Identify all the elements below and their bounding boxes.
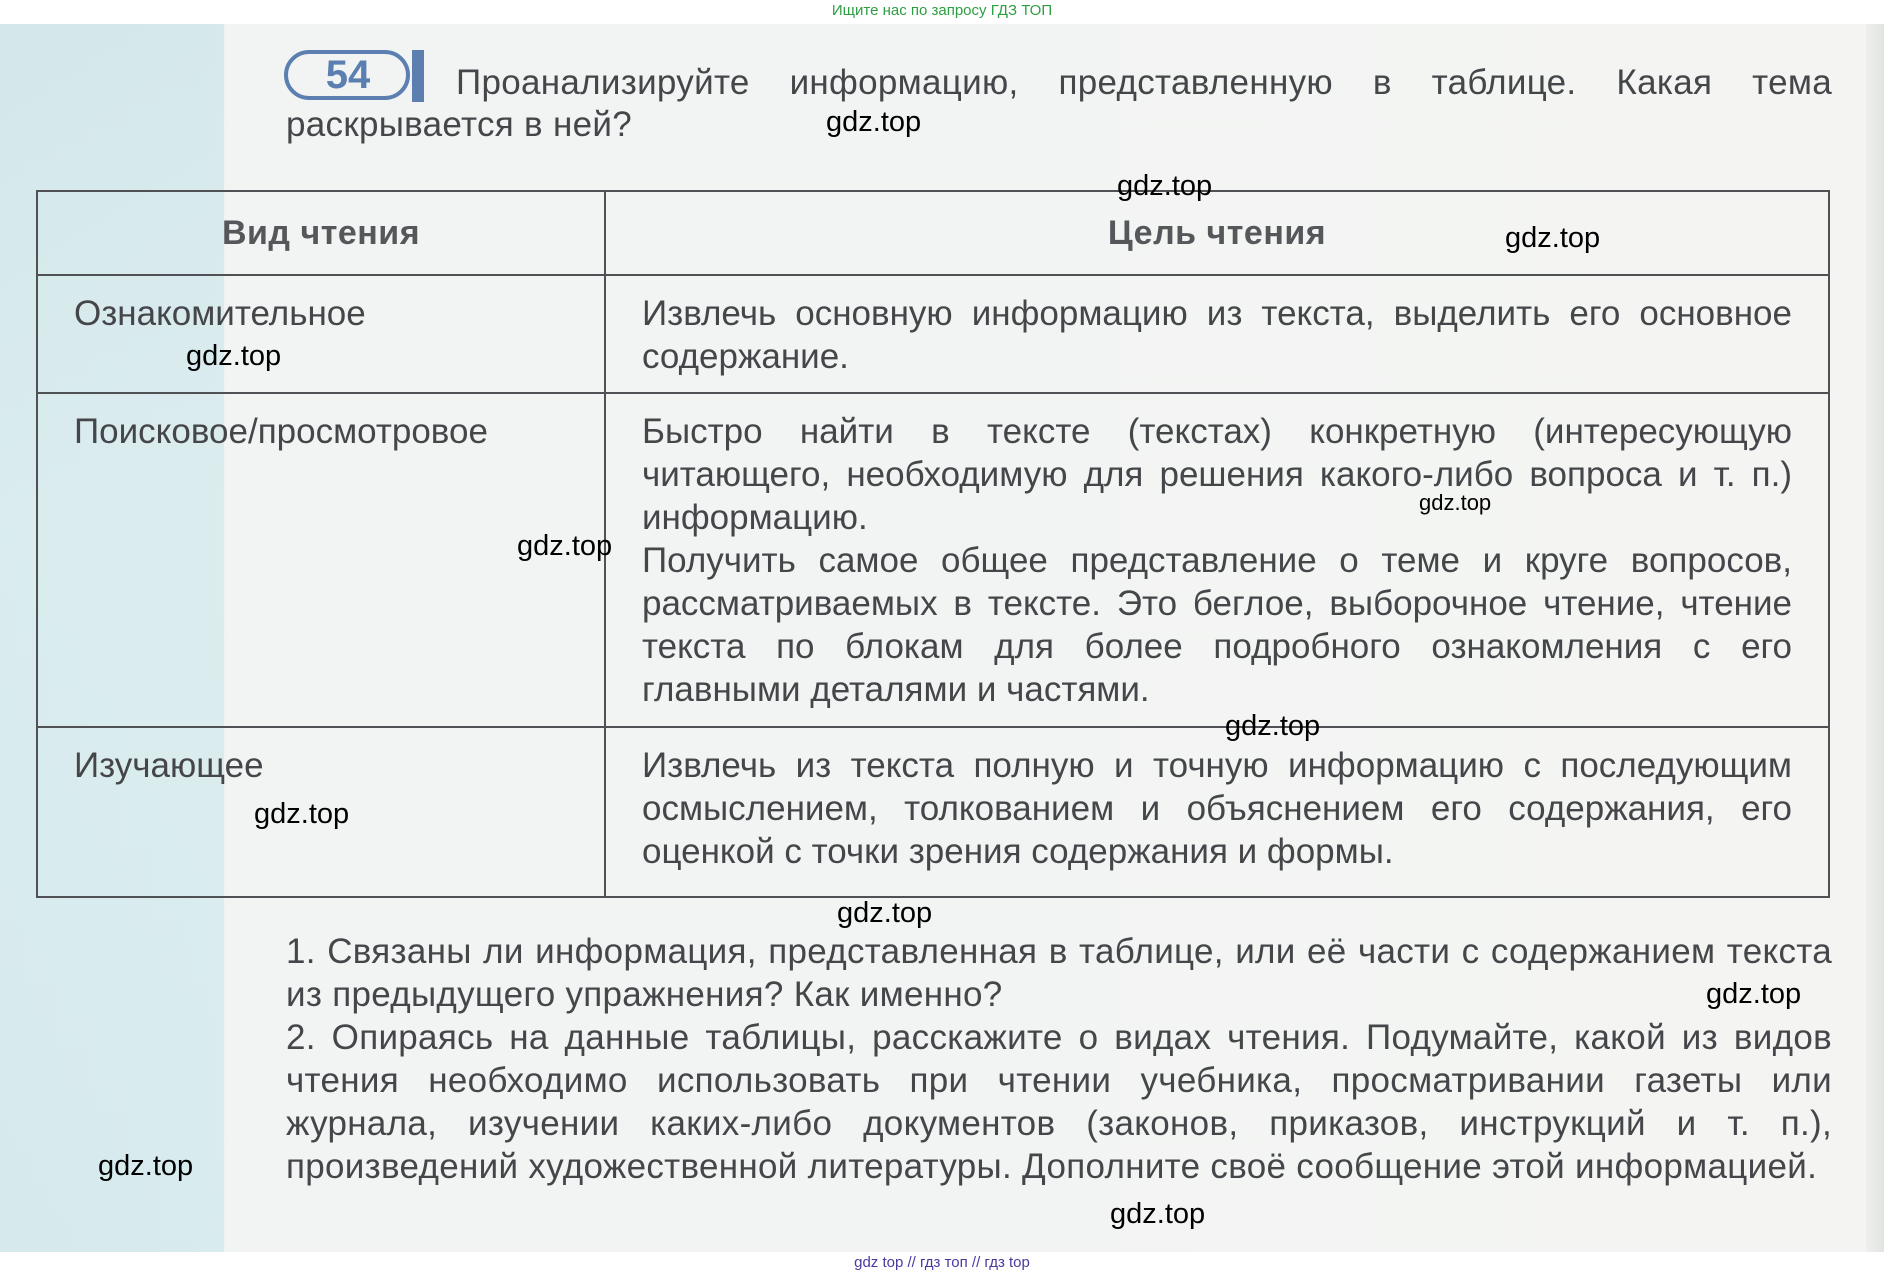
reading-goal-cell	[605, 275, 1829, 393]
table-row	[37, 393, 1829, 727]
watermark: gdz.top	[1110, 1198, 1206, 1230]
table-row	[37, 275, 1829, 393]
footer-note: gdz top // гдз топ // гдз top	[854, 1254, 1030, 1271]
watermark: gdz.top	[517, 530, 613, 562]
reading-goal-text: Быстро найти в тексте (текстах) конкретную (интересующую читающего, необходимую для решения какого-либо вопроса и т. п.) информацию.	[642, 412, 1792, 537]
watermark: gdz.top	[1419, 490, 1492, 515]
watermark: gdz.top	[837, 897, 933, 929]
watermark: gdz.top	[1706, 978, 1802, 1010]
reading-goal-text: Получить самое общее представление о теме и круге вопросов, рассматриваемых в тексте. Это беглое, выборочное чтение, чтение текста по блокам для более подробного ознакомления с его главными деталями и частями.	[642, 541, 1792, 709]
watermark: gdz.top	[1505, 222, 1601, 254]
reading-goal-text: Извлечь из текста полную и точную информацию с последующим осмыслением, толкованием и объяснением его содержания, его оценкой с точки зрения содержания и формы.	[642, 746, 1792, 871]
exercise-question: Проанализируйте информацию, представленную в таблице. Какая тема раскрывается в ней?	[286, 63, 1832, 144]
watermark: gdz.top	[1225, 710, 1321, 742]
header-search-note: Ищите нас по запросу ГДЗ ТОП	[831, 2, 1053, 19]
watermark: gdz.top	[1117, 170, 1213, 202]
watermark: gdz.top	[254, 798, 350, 830]
page-edge	[1866, 24, 1884, 1252]
task-1: 1. Связаны ли информация, представленная в таблице, или её части с содержанием текста из предыдущего упражнения? Как именно?	[286, 932, 1832, 1014]
reading-goal-text: Извлечь основную информацию из текста, выделить его основное содержание.	[642, 294, 1792, 376]
task-2: 2. Опираясь на данные таблицы, расскажите о видах чтения. Подумайте, какой из видов чтения необходимо использовать при чтении учебника, просматривании газеты или журнала, изучении каких-либо документов (законов, приказов, инструкций и т. п.), произведений художественной литературы. Дополните своё сообщение этой информацией.	[286, 1018, 1832, 1186]
reading-goal-cell	[605, 393, 1829, 727]
watermark: gdz.top	[826, 106, 922, 138]
reading-type-cell: Ознакомительное	[37, 275, 605, 393]
reading-type-cell: Поисковое/просмотровое	[37, 393, 605, 727]
watermark: gdz.top	[98, 1150, 194, 1182]
reading-types-table	[36, 190, 1830, 898]
watermark: gdz.top	[186, 340, 282, 372]
column-header-type: Вид чтения	[37, 191, 605, 275]
column-header-goal: Цель чтения	[605, 191, 1829, 275]
reading-goal-cell	[605, 727, 1829, 897]
exercise-number: 54	[325, 53, 371, 97]
reading-type-cell: Изучающее	[37, 727, 605, 897]
